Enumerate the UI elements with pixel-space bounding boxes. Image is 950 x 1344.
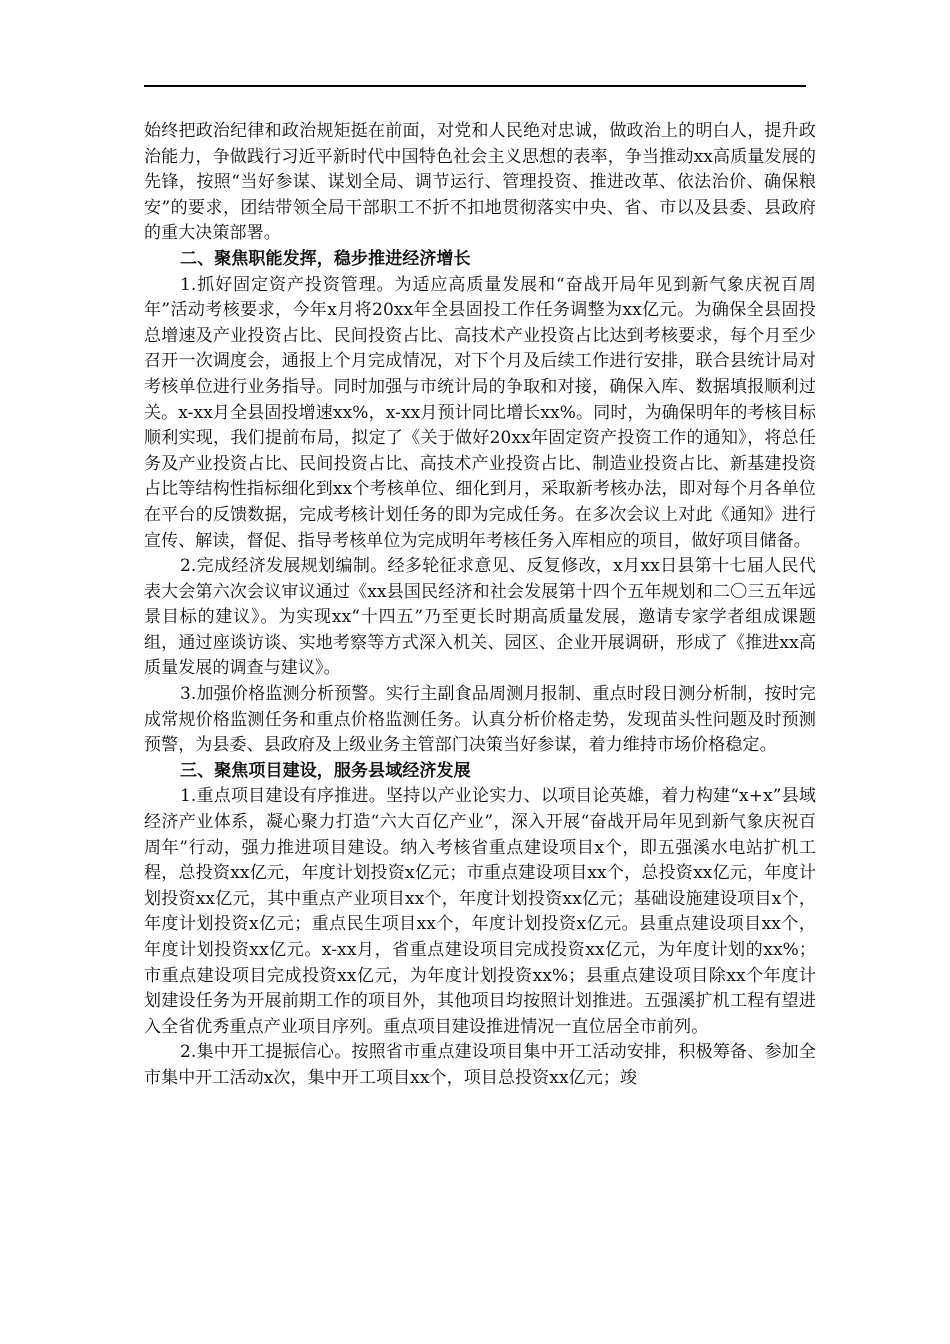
section-heading: 三、聚焦项目建设，服务县域经济发展: [180, 760, 471, 781]
section-heading: 二、聚焦职能发挥，稳步推进经济增长: [180, 248, 471, 269]
header-rule: [144, 85, 806, 87]
body-paragraph: 始终把政治纪律和政治规矩挺在前面，对党和人民绝对忠诚，做政治上的明白人，提升政治能力，争做践行习近平新时代中国特色社会主义思想的表率，争当推动xx高质量发展的先锋，按照“当好参谋、谋划全局、调节运行、管理投资、推进改革、依法治价、确保粮安”的要求，团结带领全局干部职工不折不扣地贯彻落实中央、省、市以及县委、县政府的重大决策部署。: [144, 121, 816, 244]
body-paragraph: 2.完成经济发展规划编制。经多轮征求意见、反复修改，x月xx日县第十七届人民代表大会第六次会议审议通过《xx县国民经济和社会发展第十四个五年规划和二〇三五年远景目标的建议》。为实现xx“十四五”乃至更长时期高质量发展，邀请专家学者组成课题组，通过座谈访谈、实地考察等方式深入机关、园区、企业开展调研，形成了《推进xx高质量发展的调查与建议》。: [144, 556, 816, 679]
body-paragraph: 1.抓好固定资产投资管理。为适应高质量发展和“奋战开局年见到新气象庆祝百周年”活动考核要求，今年x月将20xx年全县固投工作任务调整为xx亿元。为确保全县固投总增速及产业投资占比、民间投资占比、高技术产业投资占比达到考核要求，每个月至少召开一次调度会，通报上个月完成情况，对下个月及后续工作进行安排，联合县统计局对考核单位进行业务指导。同时加强与市统计局的争取和对接，确保入库、数据填报顺利过关。x-xx月全县固投增速xx%，x-xx月预计同比增长xx%。同时，为确保明年的考核目标顺利实现，我们提前布局，拟定了《关于做好20xx年固定资产投资工作的通知》，将总任务及产业投资占比、民间投资占比、高技术产业投资占比、制造业投资占比、新基建投资占比等结构性指标细化到xx个考核单位、细化到月，采取新考核办法，即对每个月各单位在平台的反馈数据，完成考核计划任务的即为完成任务。在多次会议上对此《通知》进行宣传、解读，督促、指导考核单位为完成明年考核任务入库相应的项目，做好项目储备。: [144, 274, 816, 551]
body-paragraph: 3.加强价格监测分析预警。实行主副食品周测月报制、重点时段日测分析制，按时完成常规价格监测任务和重点价格监测任务。认真分析价格走势，发现苗头性问题及时预测预警，为县委、县政府及上级业务主管部门决策当好参谋，着力维持市场价格稳定。: [144, 684, 816, 756]
document-body: [144, 119, 816, 1092]
body-paragraph: 1.重点项目建设有序推进。坚持以产业论实力、以项目论英雄，着力构建“x+x”县域经济产业体系，凝心聚力打造“六大百亿产业”，深入开展“奋战开局年见到新气象庆祝百周年”行动，强力推进项目建设。纳入考核省重点建设项目x个，即五强溪水电站扩机工程，总投资xx亿元，年度计划投资x亿元；市重点建设项目xx个，总投资xx亿元，年度计划投资xx亿元，其中重点产业项目xx个，年度计划投资xx亿元；基础设施建设项目x个，年度计划投资x亿元；重点民生项目xx个，年度计划投资x亿元。县重点建设项目xx个，年度计划投资xx亿元。x-xx月，省重点建设项目完成投资xx亿元，为年度计划的xx%；市重点建设项目完成投资xx亿元，为年度计划投资xx%；县重点建设项目除xx个年度计划建设任务为开展前期工作的项目外，其他项目均按照计划推进。五强溪扩机工程有望进入全省优秀重点产业项目序列。重点项目建设推进情况一直位居全市前列。: [144, 786, 816, 1037]
body-paragraph: 2.集中开工提振信心。按照省市重点建设项目集中开工活动安排，积极筹备、参加全市集中开工活动x次，集中开工项目xx个，项目总投资xx亿元；竣: [144, 1042, 816, 1088]
